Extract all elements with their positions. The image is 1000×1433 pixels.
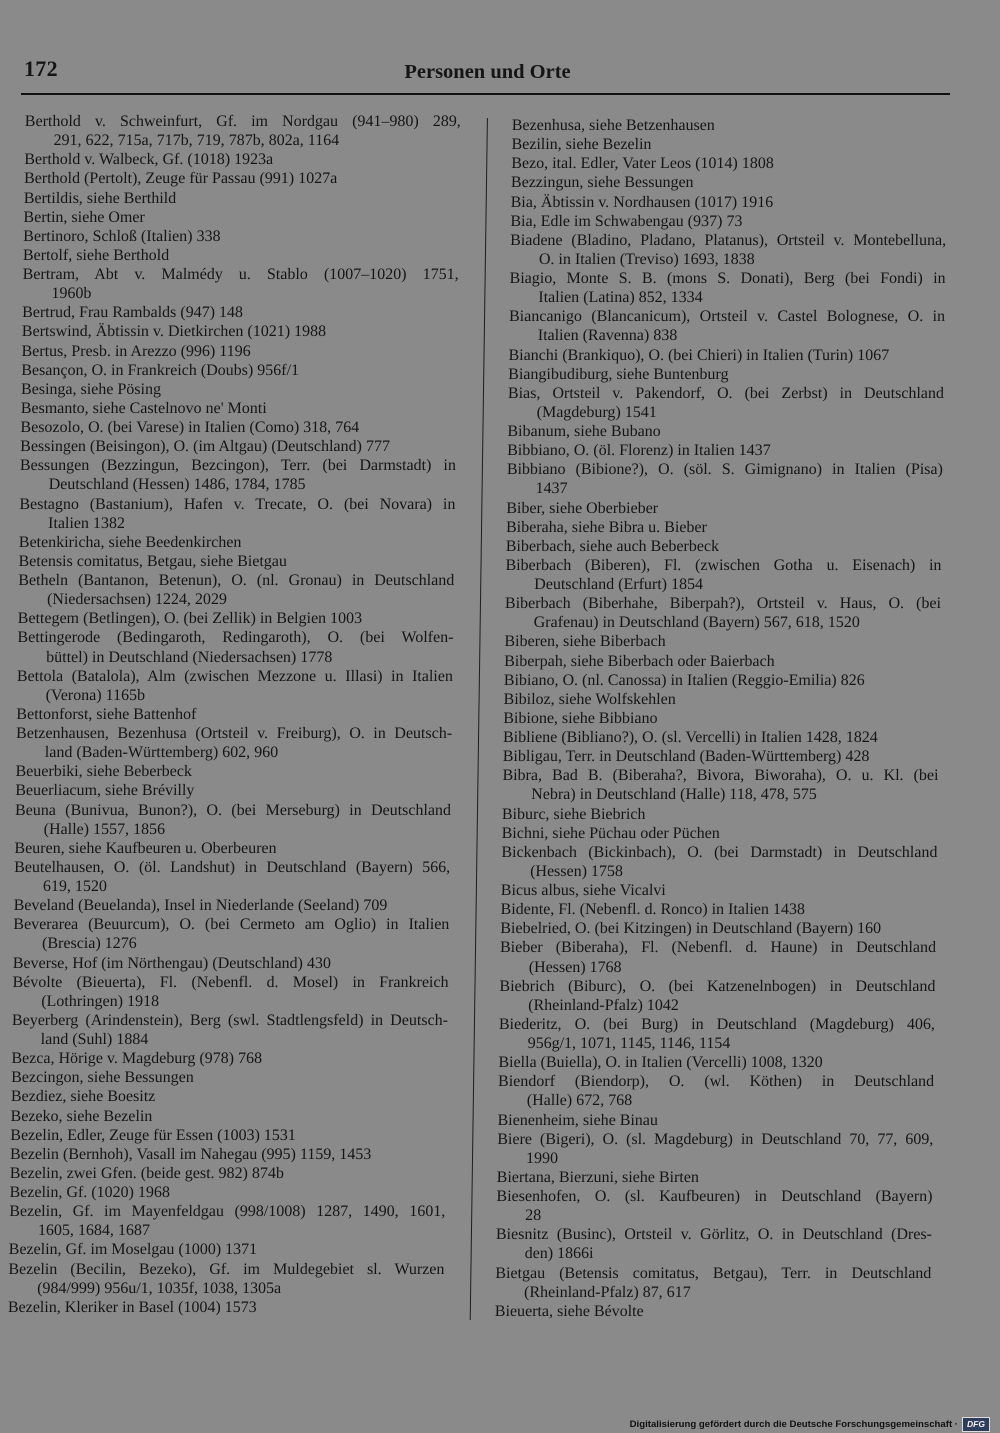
entry-first-line: Bias, Ortsteil v. Pakendorf, O. (bei Zerbst) in Deutschland [507,384,945,402]
index-entry [504,671,940,690]
entry-first-line: Bezzingun, siehe Bessungen [510,174,694,192]
entry-first-line: Bibbiano (Bibione?), O. (söl. S. Gimignano) in Italien (Pisa) [506,461,944,479]
entry-first-line: Bezenhusa, siehe Betzenhausen [511,117,715,134]
index-entry [17,628,454,666]
entry-continuation-line: (984/999) 956u/1, 1035f, 1038, 1305a [37,1279,282,1297]
entry-first-line: Biebelried, O. (bei Kitzingen) in Deutschland (Bayern) 160 [500,920,882,938]
index-entry [18,571,455,609]
index-entry [22,265,459,303]
index-entry [14,858,451,896]
entry-first-line: Besozolo, O. (bei Varese) in Italien (Como) 318, 764 [20,419,360,436]
index-entry [506,518,942,537]
entry-continuation-line: (Niedersachsen) 1224, 2029 [46,591,228,609]
index-entry [14,896,450,915]
entry-first-line: Betenkiricha, siehe Beedenkirchen [18,533,242,551]
index-entry [500,919,936,938]
index-entry [498,1053,934,1072]
index-entry [499,977,936,1015]
entry-first-line: Biberbach, siehe auch Beberbeck [505,537,720,555]
entry-first-line: Biadene (Bladino, Pladano, Platanus), Ortsteil v. Montebelluna, [510,231,947,249]
entry-first-line: Bettingerode (Bedingaroth, Redingaroth), O. (bei Wolfen- [17,629,454,647]
entry-first-line: Bezilin, siehe Bezelin [511,136,652,154]
index-entry [502,805,938,824]
entry-first-line: Bezelin (Bernhoh), Vasall im Nahegau (995) 1159, 1453 [9,1145,372,1163]
index-entry [510,212,946,231]
entry-first-line: Biendorf (Biendorp), O. (wl. Köthen) in Deutschland [497,1073,935,1091]
entry-continuation-line: land (Baden-Württemberg) 602, 960 [44,744,279,762]
entry-continuation-line: (Hessen) 1768 [528,958,622,976]
index-entry [496,1187,933,1225]
index-entry [12,973,449,1011]
entry-first-line: Beverse, Hof (im Nörthengau) (Deutschland) 430 [12,954,332,972]
index-entry [17,667,454,705]
entry-first-line: Bessingen (Beisingon), O. (im Altgau) (Deutschland) 777 [20,438,391,456]
entry-continuation-line: (Lothringen) 1918 [41,992,160,1010]
entry-first-line: Berthold (Pertolt), Zeuge für Passau (991) 1027a [23,170,338,188]
entry-first-line: Beuren, siehe Kaufbeuren u. Oberbeuren [14,839,277,857]
entry-first-line: Bertinoro, Schloß (Italien) 338 [23,227,221,245]
index-entry [502,766,939,804]
index-entry [21,342,457,361]
entry-first-line: Bettola (Batalola), Alm (zwischen Mezzone u. Illasi) in Italien [16,667,454,685]
index-entry [508,384,945,422]
entry-first-line: Bibiano, O. (nl. Canossa) in Italien (Reggio-Emilia) 826 [503,671,865,689]
index-entry [499,1015,936,1053]
entry-continuation-line: (Verona) 1165b [45,686,146,704]
index-entry [9,1240,445,1259]
entry-continuation-line: 1437 [535,480,568,498]
index-entry [16,705,452,724]
index-entry [9,1183,445,1202]
entry-first-line: Bezelin, Kleriker in Basel (1004) 1573 [7,1298,257,1316]
entry-first-line: Bibione, siehe Bibbiano [503,709,658,727]
entry-first-line: Bibligau, Terr. in Deutschland (Baden-Württemberg) 428 [502,748,870,766]
entry-first-line: Beyerberg (Arindenstein), Berg (swl. Stadtlengsfeld) in Deutsch- [11,1011,449,1029]
entry-first-line: Betzenhausen, Bezenhusa (Ortsteil v. Freiburg), O. in Deutsch- [15,725,453,742]
entry-continuation-line: 1960b [51,285,92,303]
index-entry [511,173,947,192]
entry-first-line: Biberbach (Biberhahe, Biberpah?), Ortsteil v. Haus, O. (bei [504,595,942,613]
index-entry [22,322,458,341]
index-entry [15,781,451,800]
index-entry [18,609,454,628]
entry-first-line: Besinga, siehe Pösing [20,380,162,398]
index-entry [504,652,940,671]
index-entry [506,537,942,556]
column-divider [470,118,488,1320]
index-entry [11,1068,447,1087]
index-entry [503,690,939,709]
entry-first-line: Besançon, O. in Frankreich (Doubs) 956f/1 [21,361,300,379]
index-entry [503,728,939,747]
index-entry [509,307,946,345]
entry-first-line: Bidente, Fl. (Nebenfl. d. Ronco) in Italien 1438 [500,901,806,919]
entry-first-line: Bia, Äbtissin v. Nordhausen (1017) 1916 [510,193,774,211]
index-entry [14,839,450,858]
entry-first-line: Berthold v. Schweinfurt, Gf. im Nordgau (941–980) 289, [24,113,461,130]
index-entry [501,881,937,900]
entry-continuation-line: Deutschland (Erfurt) 1854 [534,576,704,593]
entry-first-line: Bévolte (Bieuerta), Fl. (Nebenfl. d. Mosel) in Frankreich [12,973,449,991]
index-entry [511,135,947,154]
entry-first-line: Besmanto, siehe Castelnovo ne' Monti [20,399,267,417]
entry-continuation-line: land (Suhl) 1884 [40,1031,149,1048]
entry-continuation-line: den) 1866i [524,1245,594,1263]
entry-first-line: Biber, siehe Oberbieber [506,499,659,517]
index-entry [9,1202,446,1240]
entry-first-line: Bienenheim, siehe Binau [497,1111,659,1129]
index-entry [506,499,942,518]
entry-continuation-line: Italien (Ravenna) 838 [537,327,678,345]
entry-first-line: Bibbiano, O. (öl. Florenz) in Italien 1437 [507,442,771,460]
entry-first-line: Bezelin, Edler, Zeuge für Essen (1003) 1531 [10,1126,296,1144]
entry-continuation-line: O. in Italien (Treviso) 1693, 1838 [538,250,755,268]
index-entry [21,361,457,380]
index-entry [24,169,460,188]
entry-first-line: Bertin, siehe Omer [23,208,145,226]
index-entry [495,1302,931,1321]
entry-first-line: Biberbach (Biberen), Fl. (zwischen Gotha u. Eisenach) in [505,556,942,574]
index-entry [11,1087,447,1106]
index-entry [24,150,460,169]
entry-continuation-line: (Hessen) 1758 [530,862,624,880]
entry-first-line: Bibiloz, siehe Wolfskehlen [503,690,676,708]
index-entry [10,1126,446,1145]
entry-first-line: Bertolf, siehe Berthold [22,246,170,264]
index-entry [13,954,449,973]
index-entry [507,441,943,460]
index-entry [11,1049,447,1068]
entry-first-line: Bettegem (Betlingen), O. (bei Zellik) in Belgien 1003 [17,610,363,628]
index-column-left [8,112,461,1317]
entry-continuation-line: (Rheinland-Pfalz) 87, 617 [523,1283,691,1301]
entry-first-line: Biburc, siehe Biebrich [501,805,646,823]
entry-first-line: Bertildis, siehe Berthild [23,189,177,207]
entry-first-line: Bicus albus, siehe Vicalvi [500,882,666,899]
index-entry [13,915,450,953]
index-entry [504,632,940,651]
entry-first-line: Bertus, Presb. in Arezzo (996) 1196 [21,342,251,360]
entry-first-line: Bezcingon, siehe Bessungen [11,1069,194,1087]
index-entry [511,193,947,212]
entry-first-line: Bertrud, Frau Rambalds (947) 148 [22,304,244,322]
entry-first-line: Beuerliacum, siehe Brévilly [15,782,195,800]
entry-first-line: Bezelin, Gf. (1020) 1968 [9,1184,171,1201]
index-entry [15,801,452,839]
index-entry [506,460,943,498]
index-entry [20,418,456,437]
entry-first-line: Betensis comitatus, Betgau, siehe Bietgau [18,552,288,570]
entry-continuation-line: (Rheinland-Pfalz) 1042 [528,996,679,1014]
entry-first-line: Bezelin, Gf. im Moselgau (1000) 1371 [8,1241,258,1259]
index-entry [495,1264,932,1302]
entry-first-line: Bieber (Biberaha), Fl. (Nebenfl. d. Haune) in Deutschland [499,939,937,957]
dfg-logo-icon: DFG [962,1417,990,1432]
running-head: Personen und Orte [404,61,571,83]
entry-first-line: Bezelin, zwei Gfen. (beide gest. 982) 874b [9,1164,285,1182]
entry-continuation-line: 619, 1520 [42,878,108,895]
index-entry [503,747,939,766]
entry-first-line: Bibanum, siehe Bubano [507,423,661,440]
index-entry [22,303,458,322]
entry-continuation-line: (Halle) 1557, 1856 [43,820,166,838]
digitization-footer [630,1417,990,1432]
entry-first-line: Bettonforst, siehe Battenhof [16,705,197,723]
index-entry [23,208,459,227]
index-entry [24,112,461,150]
entry-first-line: Bia, Edle im Schwabengau (937) 73 [510,212,743,230]
entry-first-line: Beuna (Bunivua, Bunon?), O. (bei Merseburg) in Deutschland [14,801,452,819]
index-entry [19,495,456,533]
index-entry [496,1225,933,1263]
index-entry [8,1298,444,1317]
footer-credit-text: Digitalisierung gefördert durch die Deutsche Forschungsgemeinschaft · [629,1419,958,1430]
index-entry [507,422,943,441]
index-entry [497,1130,934,1168]
index-entry [10,1145,446,1164]
index-entry [503,709,939,728]
index-entry [21,380,457,399]
entry-first-line: Bickenbach (Bickinbach), O. (bei Darmstadt) in Deutschland [501,843,938,861]
entry-first-line: Biesenhofen, O. (sl. Kaufbeuren) in Deutschland (Bayern) [496,1188,933,1205]
entry-continuation-line: Italien (Latina) 852, 1334 [538,289,703,307]
index-entry [10,1107,446,1126]
entry-first-line: Biberaha, siehe Bibra u. Bieber [505,518,708,536]
entry-continuation-line: Grafenau) in Deutschland (Bayern) 567, 618, 1520 [533,614,860,632]
index-entry [18,552,454,571]
index-entry [505,556,942,594]
entry-first-line: Beveland (Beuelanda), Insel in Niederlande (Seeland) 709 [13,897,388,915]
entry-first-line: Biagio, Monte S. B. (mons S. Donati), Berg (bei Fondi) in [509,270,946,287]
index-column-right [495,116,948,1321]
index-entry [498,1072,935,1110]
index-entry [500,938,937,976]
entry-first-line: Biebrich (Biburc), O. (bei Katzenelnbogen) in Deutschland [499,977,936,995]
index-entry [509,269,946,307]
entry-first-line: Biberen, siehe Biberbach [504,633,666,651]
index-entry [502,824,938,843]
entry-first-line: Bezeko, siehe Bezelin [10,1107,153,1125]
index-entry [510,231,947,269]
index-entry [500,900,936,919]
entry-continuation-line: (Halle) 672, 768 [526,1092,633,1110]
entry-first-line: Betheln (Bantanon, Betenun), O. (nl. Gronau) in Deutschland [18,572,455,589]
index-entry [508,365,944,384]
entry-first-line: Beuerbiki, siehe Beberbeck [15,763,193,781]
entry-first-line: Bieuerta, siehe Bévolte [494,1302,644,1320]
entry-continuation-line: (Magdeburg) 1541 [536,403,657,421]
entry-first-line: Bezelin, Gf. im Mayenfeldgau (998/1008) 1287, 1490, 1601, [9,1203,446,1221]
entry-continuation-line: Deutschland (Hessen) 1486, 1784, 1785 [48,476,306,494]
entry-first-line: Beverarea (Beuurcum), O. (bei Cermeto am Oglio) in Italien [13,916,450,934]
entry-first-line: Bibliene (Bibliano?), O. (sl. Vercelli) in Italien 1428, 1824 [502,729,878,746]
index-entry [21,399,457,418]
entry-continuation-line: 28 [525,1207,542,1225]
entry-first-line: Biederitz, O. (bei Burg) in Deutschland (Magdeburg) 406, [498,1015,936,1033]
index-entry [23,227,459,246]
index-entry [8,1260,445,1298]
entry-first-line: Beutelhausen, O. (öl. Landshut) in Deutschland (Bayern) 566, [14,858,451,876]
index-entry [497,1111,933,1130]
entry-first-line: Biberpah, siehe Biberbach oder Baierbach [504,652,775,670]
entry-continuation-line: 956g/1, 1071, 1145, 1146, 1154 [527,1035,731,1052]
entry-first-line: Bianchi (Brankiquo), O. (bei Chieri) in Italien (Turin) 1067 [508,346,890,364]
index-entry [512,116,948,135]
entry-first-line: Biere (Bigeri), O. (sl. Magdeburg) in Deutschland 70, 77, 609, [497,1130,934,1148]
entry-continuation-line: 1605, 1684, 1687 [37,1222,151,1240]
entry-continuation-line: Nebra) in Deutschland (Halle) 118, 478, 575 [531,786,817,804]
entry-first-line: Bezo, ital. Edler, Vater Leos (1014) 1808 [511,155,774,173]
entry-first-line: Bessungen (Bezzingun, Bezcingon), Terr. (bei Darmstadt) in [19,457,457,475]
index-entry [497,1168,933,1187]
index-entry [19,533,455,552]
index-entry [511,154,947,173]
index-entry [10,1164,446,1183]
index-entry [501,843,938,881]
index-entry [12,1011,449,1049]
entry-first-line: Bibra, Bad B. (Biberaha?, Bivora, Biworaha), O. u. Kl. (bei [502,767,939,785]
entry-continuation-line: Italien 1382 [47,514,126,532]
entry-continuation-line: 1990 [525,1149,559,1167]
index-entry [23,246,459,265]
entry-first-line: Biancanigo (Blancanicum), Ortsteil v. Castel Bolognese, O. in [508,308,946,326]
entry-first-line: Biesnitz (Businc), Ortsteil v. Görlitz, O. in Deutschland (Dres- [495,1226,933,1244]
entry-continuation-line: büttel) in Deutschland (Niedersachsen) 1778 [46,648,333,666]
entry-continuation-line: (Brescia) 1276 [41,935,137,953]
index-entry [20,437,456,456]
entry-first-line: Berthold v. Walbeck, Gf. (1018) 1923a [24,151,274,169]
index-entry [15,762,451,781]
entry-first-line: Bertswind, Äbtissin v. Dietkirchen (1021) 1988 [21,323,327,341]
entry-first-line: Bichni, siehe Püchau oder Püchen [501,824,720,842]
entry-first-line: Bezca, Hörige v. Magdeburg (978) 768 [11,1050,263,1068]
index-entry [20,456,457,494]
entry-first-line: Biella (Buiella), O. in Italien (Vercelli) 1008, 1320 [498,1054,823,1072]
entry-first-line: Biertana, Bierzuni, siehe Birten [496,1168,700,1186]
index-body [0,100,970,1340]
header-rule [21,93,950,95]
entry-first-line: Bestagno (Bastanium), Hafen v. Trecate, O. (bei Novara) in [19,495,456,513]
index-entry [24,189,460,208]
index-entry [508,346,944,365]
entry-first-line: Bezelin (Becilin, Bezeko), Gf. im Muldegebiet sl. Wurzen [8,1260,445,1278]
index-entry [16,724,453,762]
entry-first-line: Bezdiez, siehe Boesitz [10,1088,156,1106]
entry-first-line: Bertram, Abt v. Malmédy u. Stablo (1007–1020) 1751, [22,266,459,283]
page-number: 172 [24,56,58,81]
entry-first-line: Biangibudiburg, siehe Buntenburg [508,365,729,383]
entry-first-line: Bietgau (Betensis comitatus, Betgau), Terr. in Deutschland [495,1264,932,1282]
index-entry [505,594,942,632]
entry-continuation-line: 291, 622, 715a, 717b, 719, 787b, 802a, 1164 [53,132,340,150]
